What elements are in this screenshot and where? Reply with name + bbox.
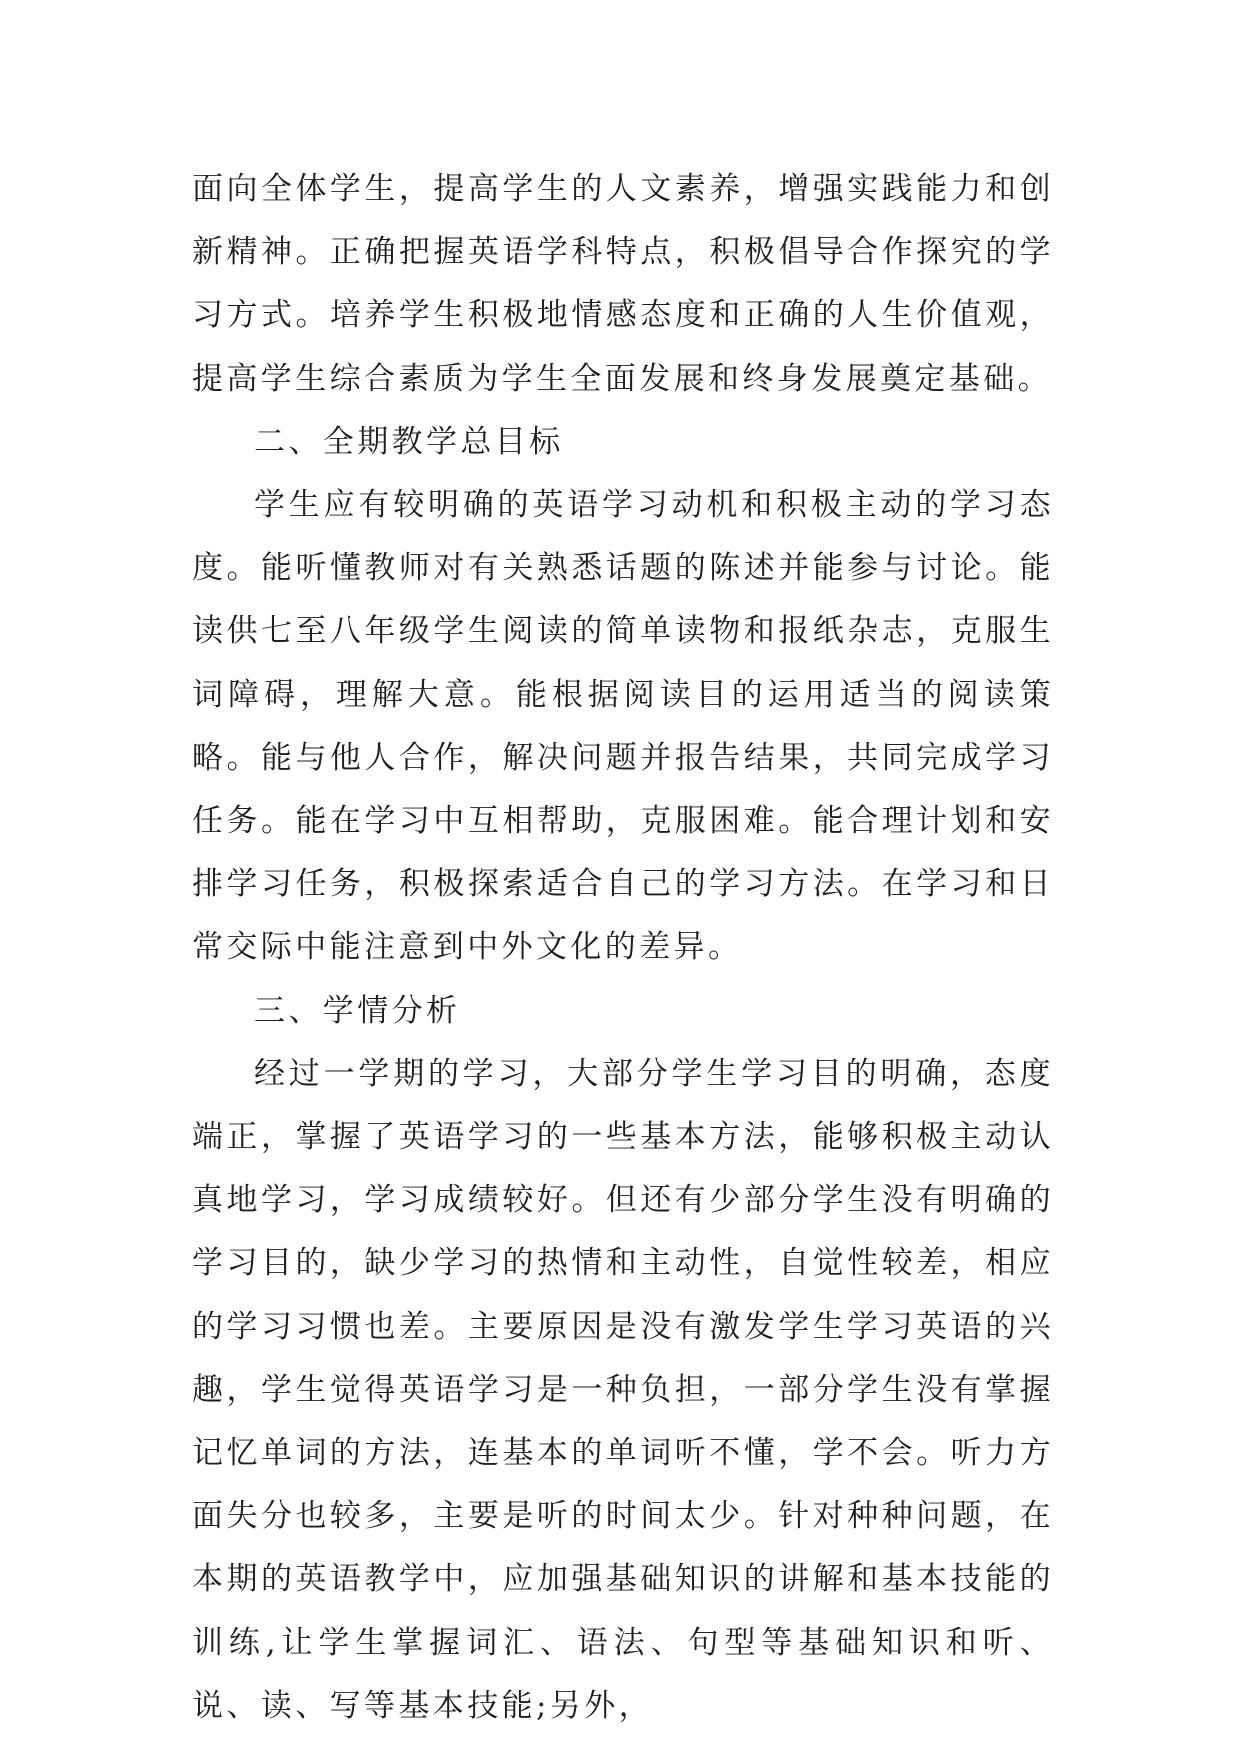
paragraph-teaching-goals: 学生应有较明确的英语学习动机和积极主动的学习态度。能听懂教师对有关熟悉话题的陈述并能参与讨论。能读供七至八年级学生阅读的简单读物和报纸杂志，克服生词障碍，理解大意。能根据阅读目的运用适当的阅读策略。能与他人合作，解决问题并报告结果，共同完成学习任务。能在学习中互相帮助，克服困难。能合理计划和安排学习任务，积极探索适合自己的学习方法。在学习和日常交际中能注意到中外文化的差异。 [192, 487, 1054, 966]
document-body [192, 158, 1054, 1738]
paragraph-student-analysis: 经过一学期的学习，大部分学生学习目的明确，态度端正，掌握了英语学习的一些基本方法，能够积极主动认真地学习，学习成绩较好。但还有少部分学生没有明确的学习目的，缺少学习的热情和主动性，自觉性较差，相应的学习习惯也差。主要原因是没有激发学生学习英语的兴趣，学生觉得英语学习是一种负担，一部分学生没有掌握记忆单词的方法，连基本的单词听不懂，学不会。听力方面失分也较多，主要是听的时间太少。针对种种问题，在本期的英语教学中，应加强基础知识的讲解和基本技能的训练,让学生掌握词汇、语法、句型等基础知识和听、说、读、写等基本技能;另外， [192, 1055, 1054, 1724]
section-heading-teaching-goals: 二、全期教学总目标 [254, 423, 564, 460]
section-heading-student-analysis: 三、学情分析 [254, 992, 461, 1029]
paragraph-intro-continued: 面向全体学生，提高学生的人文素养，增强实践能力和创新精神。正确把握英语学科特点，积极倡导合作探究的学习方式。培养学生积极地情感态度和正确的人生价值观，提高学生综合素质为学生全面发展和终身发展奠定基础。 [192, 171, 1054, 397]
